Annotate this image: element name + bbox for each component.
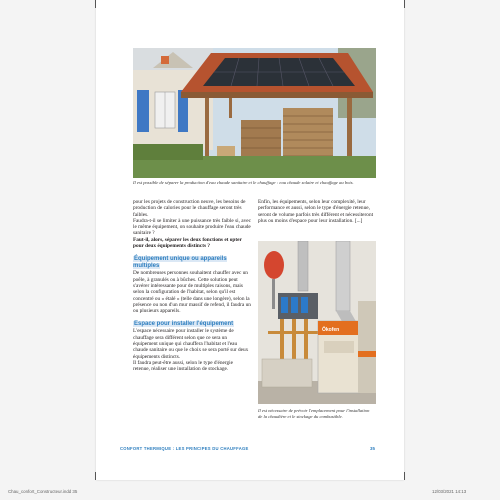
key-question: Faut-il, alors, séparer les deux fonctions et opter pour deux équipements distincts ? bbox=[133, 236, 242, 250]
file-name: Chau_confort_Constructeur.indd 35 bbox=[8, 489, 78, 494]
photo-boiler-room bbox=[258, 241, 376, 404]
section-heading-space-text: Espace pour installer l'équipement bbox=[134, 321, 234, 328]
crop-mark bbox=[95, 0, 96, 8]
intro-paragraph-2: Faudra-t-il se limiter à une puissance très faible si, avec le même équipement, on souhaite produire l'eau chaude sanitaire ? bbox=[133, 217, 251, 237]
section-heading-equipment-text: Équipement unique ou appareils multiples bbox=[133, 256, 227, 270]
photo-boiler-room-caption: Il est nécessaire de prévoir l'emplacement pour l'installation de la chaudière et le stockage du combustible. bbox=[258, 408, 370, 419]
print-slug-bar bbox=[0, 486, 500, 500]
section-body-space: L'espace nécessaire pour installer le système de chauffage sera différent selon que ce sera un équipement unique qui chauffera l'habitat et l'eau chaude sanitaire ou que le choix se sera porté sur deux équipements distincts. bbox=[133, 328, 249, 360]
photo-solar-woodshed-image bbox=[133, 48, 376, 178]
photo-boiler-room-image bbox=[258, 241, 376, 404]
page-number: 35 bbox=[370, 446, 375, 451]
crop-mark bbox=[404, 0, 405, 8]
crop-mark bbox=[404, 472, 405, 480]
print-timestamp: 12/03/2021 14:13 bbox=[432, 489, 467, 494]
photo-solar-woodshed bbox=[133, 48, 376, 178]
intro-paragraph: pour les projets de construction neuve, les besoins de production de calories pour le chauffage seront très faibles. bbox=[133, 199, 246, 218]
crop-mark bbox=[95, 472, 96, 480]
photo-solar-woodshed-caption: Il est possible de séparer la production d'eau chaude sanitaire et le chauffage : eau chaude solaire et chauffage au bois. bbox=[133, 180, 354, 185]
section-heading-equipment bbox=[133, 256, 251, 270]
boiler-brand-label: Ökofen bbox=[322, 327, 340, 333]
running-title: CONFORT THERMIQUE : LES PRINCIPES DU CHAUFFAGE bbox=[120, 446, 249, 451]
section-body-space-2: Il faudra peut-être aussi, selon le type d'énergie retenue, réaliser une installation de stockage. bbox=[133, 359, 233, 373]
right-column-text: Enfin, les équipements, selon leur complexité, leur performance et aussi, selon le type d'énergie retenue, seront de volume parfois très différent et nécessiteront plus ou moins d'espace pour leur installation. [...] bbox=[258, 199, 374, 224]
section-heading-space bbox=[133, 321, 251, 328]
section-body-equipment: De nombreuses personnes souhaitent chauffer avec un poêle, à granulés ou à bûches. Cette solution peut s'avérer intéressante pour de multiples raisons, mais selon la configuration de l'habitat, selon qu'il est concentré ou « étalé » (telle dans une longère), selon la présence ou non d'un mur massif de refend, il faudra un ou plusieurs appareils. bbox=[133, 270, 251, 315]
left-column bbox=[133, 199, 251, 373]
